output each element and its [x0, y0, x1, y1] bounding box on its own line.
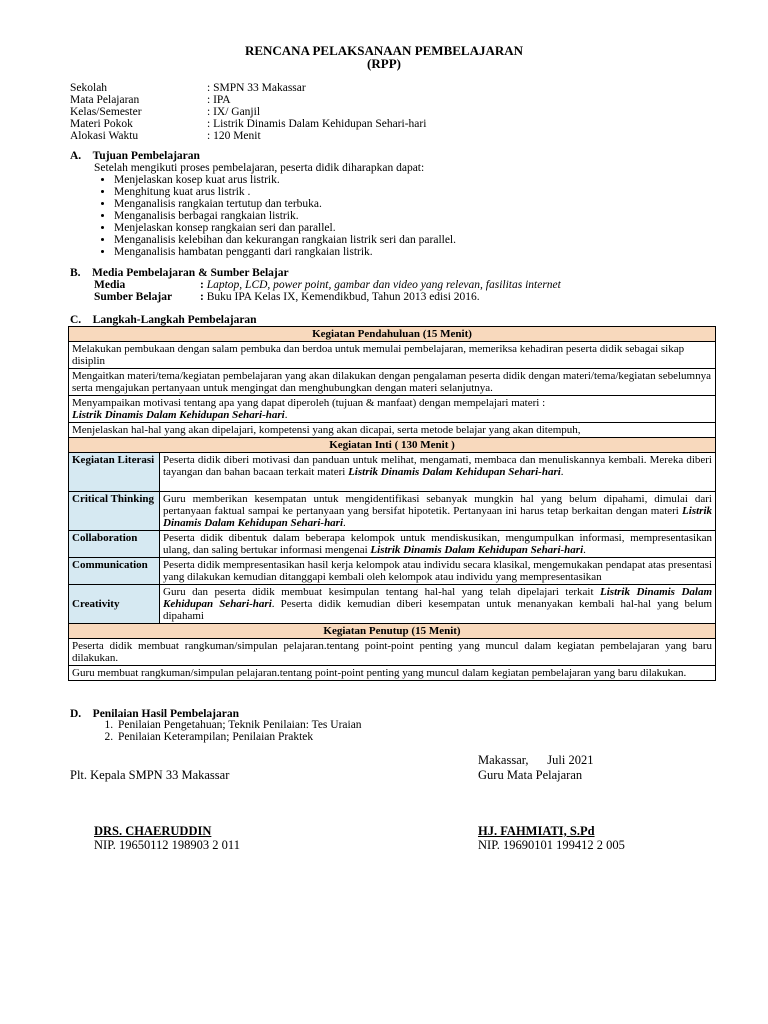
table-row	[69, 558, 716, 585]
place-date: Makassar, Juli 2021	[478, 753, 594, 767]
phase-label: Kegiatan Literasi	[69, 453, 160, 492]
motivation-end: .	[284, 409, 288, 421]
document-title: RENCANA PELAKSANAAN PEMBELAJARAN	[244, 43, 524, 58]
list-item: 2. Penilaian Keterampilan; Penilaian Praktek	[116, 731, 362, 743]
list-item: • Menghitung kuat arus listrik .	[114, 186, 674, 198]
table-row	[69, 423, 716, 438]
table-row	[69, 639, 716, 666]
table-row	[69, 342, 716, 369]
teacher-name: HJ. FAHMIATI, S.Pd	[478, 824, 595, 838]
info-value: : 120 Menit	[207, 130, 261, 142]
info-label: Alokasi Waktu	[70, 130, 139, 142]
media-label: Media	[94, 279, 126, 291]
source-separator: :	[200, 291, 204, 303]
phase-text: Peserta didik dibentuk dalam beberapa kelompok untuk mendiskusikan, mengumpulkan informasi, mempresentasikan ulang, dan saling bertukar informasi mengenai	[163, 532, 712, 556]
phase-label: Critical Thinking	[69, 492, 160, 531]
table-row	[69, 531, 716, 558]
list-item: • Menjelaskan konsep rangkaian seri dan parallel.	[114, 222, 674, 234]
list-item: 1. Penilaian Pengetahuan; Teknik Penilaian: Tes Uraian	[116, 719, 362, 731]
info-label: Sekolah	[70, 82, 108, 94]
media-row	[94, 279, 561, 291]
table-row	[69, 666, 716, 681]
info-value: : SMPN 33 Makassar	[207, 82, 306, 94]
section-a-heading: A. Tujuan Pembelajaran	[70, 150, 200, 162]
phase-description	[160, 492, 716, 531]
phase-after: .	[560, 466, 564, 478]
list-item: • Menganalisis kelebihan dan kekurangan rangkaian listrik seri dan parallel.	[114, 234, 674, 246]
info-label: Materi Pokok	[70, 118, 133, 130]
section-a-intro: Setelah mengikuti proses pembelajaran, peserta didik diharapkan dapat:	[94, 162, 425, 174]
list-item: • Menganalisis rangkaian tertutup dan terbuka.	[114, 198, 674, 210]
table-row	[69, 585, 716, 624]
phase-description	[160, 531, 716, 558]
closing-step: Peserta didik membuat rangkuman/simpulan pelajaran.tentang point-point penting yang muncul dalam kegiatan pembelajaran yang baru dilakukan.	[69, 639, 716, 666]
list-item: • Menganalisis hambatan pengganti dari rangkaian listrik.	[114, 246, 674, 258]
teacher-nip: NIP. 19690101 199412 2 005	[478, 838, 625, 852]
phase-label: Collaboration	[69, 531, 160, 558]
motivation-topic: Listrik Dinamis Dalam Kehidupan Sehari-hari	[72, 409, 285, 421]
phase-description	[160, 453, 716, 492]
info-value: : Listrik Dinamis Dalam Kehidupan Sehari-hari	[207, 118, 427, 130]
phase-topic: Listrik Dinamis Dalam Kehidupan Sehari-hari	[348, 466, 561, 478]
table-row	[69, 438, 716, 453]
opening-step: Menjelaskan hal-hal yang akan dipelajari, kompetensi yang akan dicapai, serta metode belajar yang akan ditempuh,	[69, 423, 716, 438]
phase-text: Peserta didik mempresentasikan hasil kerja kelompok atau individu secara klasikal, mengemukakan pendapat atas presentasi yang dilakukan kemudian ditanggapi kembali oleh kelompok atau individu yang mempresentasikan	[163, 559, 712, 583]
phase-text: Guru dan peserta didik membuat kesimpulan tentang hal-hal yang telah dipelajari terkait	[163, 586, 601, 598]
table-row	[69, 327, 716, 342]
phase-text: Peserta didik diberi motivasi dan panduan untuk melihat, mengamati, membaca dan menuliskannya kembali. Mereka diberi tayangan dan bahan bacaan terkait materi	[163, 454, 712, 478]
info-label: Kelas/Semester	[70, 106, 142, 118]
list-item: • Menjelaskan kosep kuat arus listrik.	[114, 174, 674, 186]
info-row-topic	[70, 118, 426, 130]
phase-after: . Peserta didik kemudian diberi kesempatan untuk menanyakan kembali hal-hal yang belum dipahami	[163, 598, 713, 622]
motivation-text: Menyampaikan motivasi tentang apa yang dapat diperoleh (tujuan & manfaat) dengan mempelajari materi :	[72, 397, 546, 409]
phase-topic: Listrik Dinamis Dalam Kehidupan Sehari-hari	[163, 586, 712, 610]
section-c-heading: C. Langkah-Langkah Pembelajaran	[70, 314, 257, 326]
teacher-role: Guru Mata Pelajaran	[478, 768, 583, 782]
source-row	[94, 291, 480, 303]
principal-name: DRS. CHAERUDDIN	[94, 824, 212, 838]
info-row-class	[70, 106, 260, 118]
phase-label: Creativity	[69, 585, 160, 624]
document-subtitle: (RPP)	[367, 56, 401, 71]
table-row	[69, 624, 716, 639]
info-row-time	[70, 130, 261, 142]
phase-after: .	[583, 544, 586, 556]
closing-step: Guru membuat rangkuman/simpulan pelajaran.tentang point-point penting yang muncul dalam kegiatan pembelajaran yang baru dilakukan.	[69, 666, 716, 681]
list-item: • Menganalisis berbagai rangkaian listrik.	[114, 210, 674, 222]
table-row	[69, 492, 716, 531]
info-row-subject	[70, 94, 231, 106]
table-row	[69, 369, 716, 396]
table-row	[69, 396, 716, 423]
info-value: : IPA	[207, 94, 231, 106]
learning-goals-list	[94, 174, 674, 258]
media-separator: :	[200, 279, 204, 291]
phase-after: .	[343, 517, 346, 529]
assessment-list	[94, 719, 362, 743]
section-d-heading: D. Penilaian Hasil Pembelajaran	[70, 708, 239, 720]
section-b-heading: B. Media Pembelajaran & Sumber Belajar	[70, 267, 289, 279]
phase-description	[160, 585, 716, 624]
opening-header: Kegiatan Pendahuluan (15 Menit)	[69, 327, 716, 342]
opening-step: Mengaitkan materi/tema/kegiatan pembelajaran yang akan dilakukan dengan pengalaman peserta didik dengan materi/tema/kegiatan sebelumnya serta mengajukan pertanyaan untuk mengingat dan menghubungkan dengan materi selanjutnya.	[69, 369, 716, 396]
info-row-school	[70, 82, 306, 94]
phase-topic: Listrik Dinamis Dalam Kehidupan Sehari-hari	[370, 544, 584, 556]
learning-steps-table	[68, 326, 716, 681]
source-value: Buku IPA Kelas IX, Kemendikbud, Tahun 2013 edisi 2016.	[206, 291, 480, 303]
phase-label: Communication	[69, 558, 160, 585]
phase-description	[160, 558, 716, 585]
opening-step: Melakukan pembukaan dengan salam pembuka dan berdoa untuk memulai pembelajaran, memeriksa kehadiran peserta didik sebagai sikap disiplin	[69, 342, 716, 369]
closing-header: Kegiatan Penutup (15 Menit)	[69, 624, 716, 639]
phase-text: Guru memberikan kesempatan untuk mengidentifikasi sebanyak mungkin hal yang belum dipahami, dimulai dari pertanyaan faktual sampai ke pertanyaan yang bersifat hipotetik. Pertanyaan ini harus tetap berkaitan dengan materi	[163, 493, 712, 517]
opening-step	[69, 396, 716, 423]
info-value: : IX/ Ganjil	[207, 106, 261, 118]
core-header: Kegiatan Inti ( 130 Menit )	[69, 438, 716, 453]
media-value: Laptop, LCD, power point, gambar dan video yang relevan, fasilitas internet	[206, 279, 561, 291]
principal-role: Plt. Kepala SMPN 33 Makassar	[70, 768, 230, 782]
principal-nip: NIP. 19650112 198903 2 011	[94, 838, 240, 852]
table-row	[69, 453, 716, 492]
phase-topic: Listrik Dinamis Dalam Kehidupan Sehari-hari	[163, 505, 712, 529]
info-label: Mata Pelajaran	[70, 94, 140, 106]
source-label: Sumber Belajar	[94, 291, 173, 303]
